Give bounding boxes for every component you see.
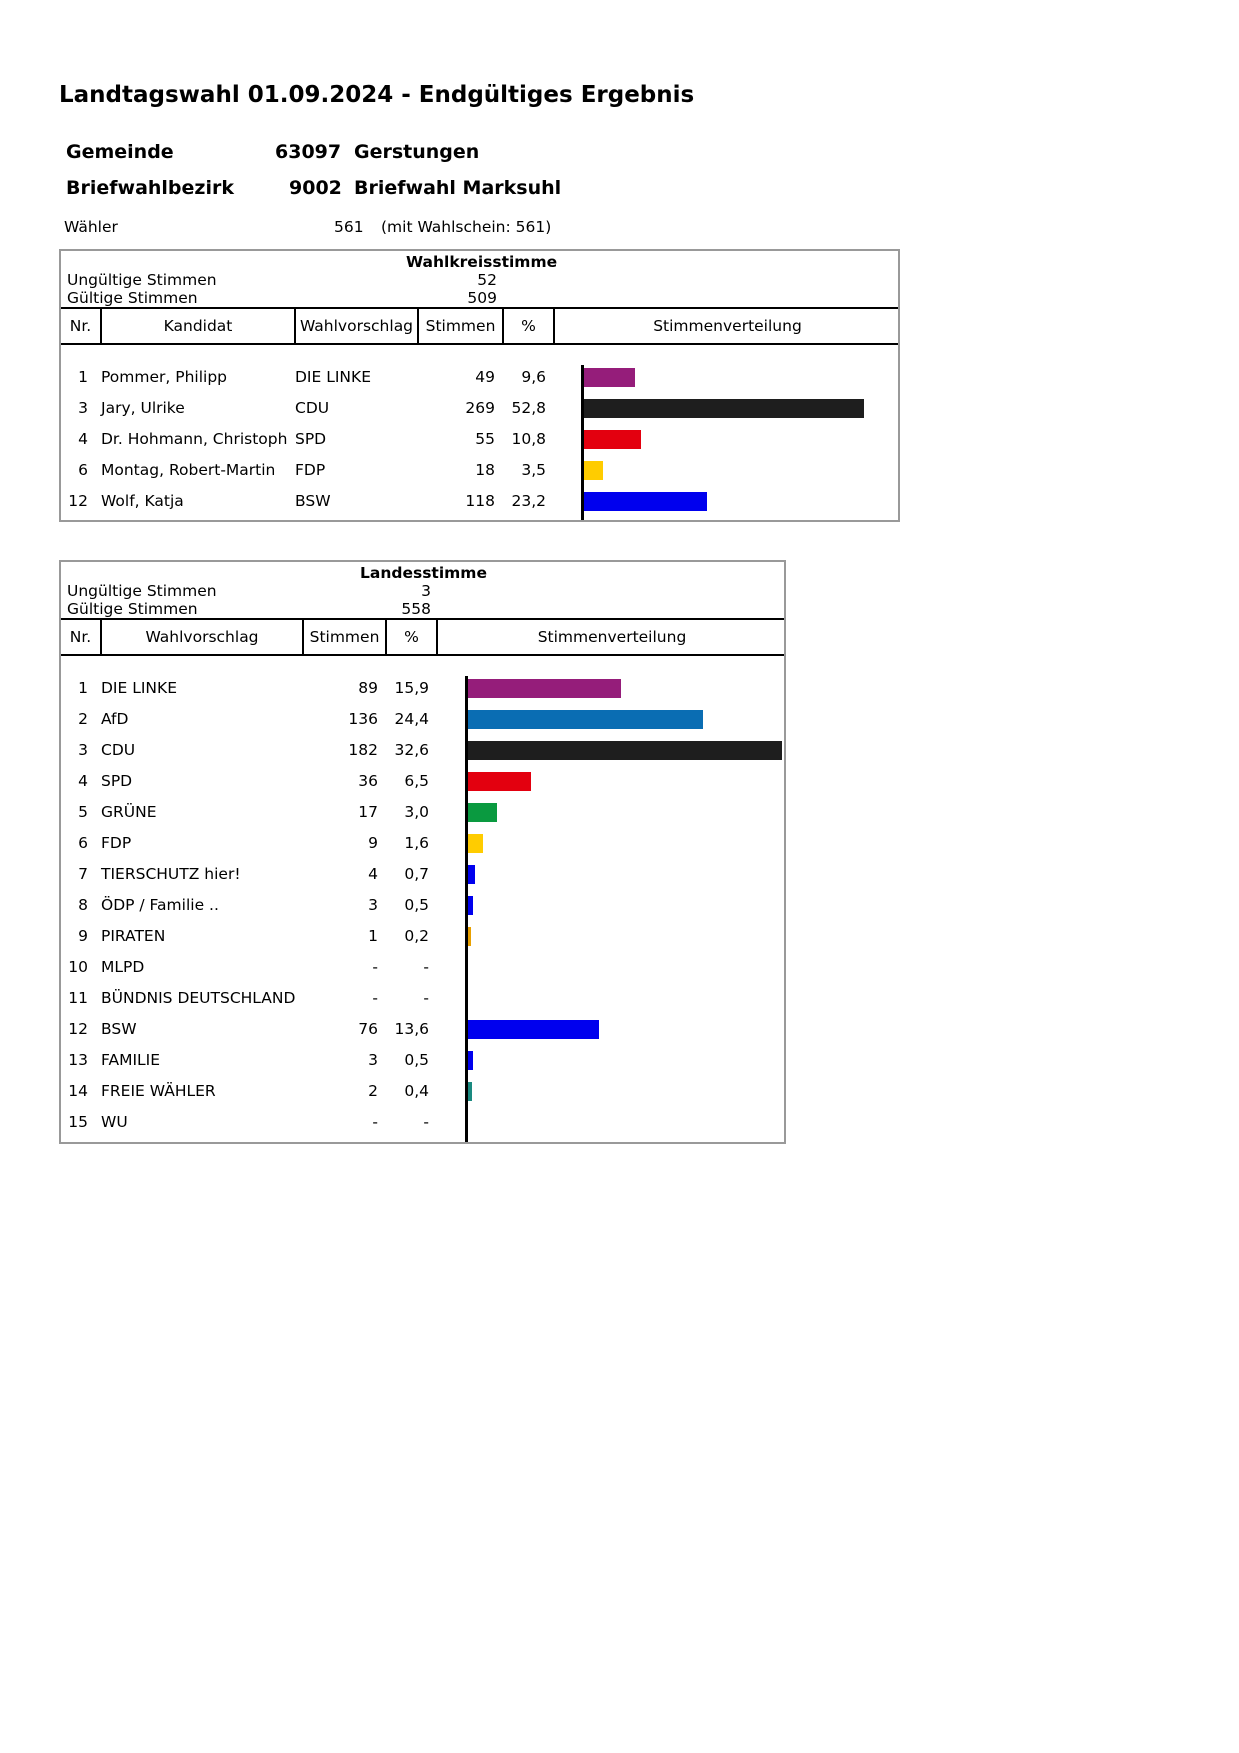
row-stimmen: 136 <box>348 710 378 728</box>
landes-valid-value: 558 <box>401 600 431 618</box>
row-partei: WU <box>101 1113 128 1131</box>
wahlkreis-title: Wahlkreisstimme <box>406 253 558 271</box>
wahlkreis-valid-label: Gültige Stimmen <box>67 289 198 307</box>
row-partei: BSW <box>295 492 331 510</box>
bar <box>468 927 471 946</box>
col-stimmenverteilung: Stimmenverteilung <box>653 317 802 335</box>
row-prozent: 52,8 <box>511 399 546 417</box>
row-kandidat: Montag, Robert-Martin <box>101 461 276 479</box>
bar <box>468 896 473 915</box>
row-partei: SPD <box>101 772 133 790</box>
row-prozent: 15,9 <box>394 679 429 697</box>
row-stimmen: - <box>372 989 378 1007</box>
row-stimmen: 3 <box>368 1051 378 1069</box>
row-stimmen: 76 <box>358 1020 378 1038</box>
row-prozent: 9,6 <box>521 368 546 386</box>
row-partei: PIRATEN <box>101 927 166 945</box>
row-nr: 5 <box>78 803 88 821</box>
gemeinde-name: Gerstungen <box>354 141 480 163</box>
row-partei: AfD <box>101 710 129 728</box>
bar <box>468 1020 599 1039</box>
col-stimmen: Stimmen <box>425 317 496 335</box>
bar <box>584 399 864 418</box>
row-stimmen: - <box>372 958 378 976</box>
row-stimmen: 2 <box>368 1082 378 1100</box>
gemeinde-label: Gemeinde <box>66 141 174 163</box>
landes-table <box>59 560 786 1144</box>
bar <box>468 803 497 822</box>
row-partei: TIERSCHUTZ hier! <box>101 865 241 883</box>
row-stimmen: 17 <box>358 803 378 821</box>
row-partei: ÖDP / Familie .. <box>101 896 219 914</box>
waehler-value: 561 <box>334 218 364 236</box>
row-prozent: 13,6 <box>394 1020 429 1038</box>
row-nr: 11 <box>68 989 88 1007</box>
row-stimmen: 269 <box>465 399 495 417</box>
row-prozent: 3,5 <box>521 461 546 479</box>
row-partei: GRÜNE <box>101 803 157 821</box>
row-stimmen: 4 <box>368 865 378 883</box>
col-prozent: % <box>521 317 536 335</box>
row-stimmen: 89 <box>358 679 378 697</box>
row-nr: 4 <box>78 772 88 790</box>
wahlkreis-header-row <box>61 307 898 345</box>
row-kandidat: Pommer, Philipp <box>101 368 228 386</box>
col-stimmenverteilung: Stimmenverteilung <box>537 628 687 646</box>
row-stimmen: 18 <box>475 461 495 479</box>
row-prozent: 0,5 <box>404 1051 429 1069</box>
row-nr: 6 <box>78 461 88 479</box>
col-stimmen: Stimmen <box>309 628 380 646</box>
row-nr: 9 <box>78 927 88 945</box>
row-nr: 12 <box>68 492 88 510</box>
col-nr: Nr. <box>69 317 92 335</box>
bar <box>584 430 641 449</box>
bar <box>468 772 531 791</box>
gemeinde-nr: 63097 <box>275 141 342 163</box>
row-partei: CDU <box>101 741 136 759</box>
bar <box>468 710 703 729</box>
row-partei: FREIE WÄHLER <box>101 1082 216 1100</box>
bar <box>468 834 483 853</box>
row-prozent: - <box>423 1113 429 1131</box>
row-nr: 7 <box>78 865 88 883</box>
row-partei: DIE LINKE <box>295 368 371 386</box>
row-nr: 14 <box>68 1082 88 1100</box>
row-prozent: 23,2 <box>511 492 546 510</box>
row-stimmen: 36 <box>358 772 378 790</box>
row-nr: 1 <box>78 679 88 697</box>
row-partei: BÜNDNIS DEUTSCHLAND <box>101 989 296 1007</box>
landes-invalid-label: Ungültige Stimmen <box>67 582 217 600</box>
wahlkreis-table <box>59 249 900 522</box>
row-prozent: 10,8 <box>511 430 546 448</box>
row-prozent: - <box>423 989 429 1007</box>
row-kandidat: Dr. Hohmann, Christoph <box>101 430 288 448</box>
row-partei: FDP <box>101 834 132 852</box>
bar <box>468 865 475 884</box>
landes-valid-label: Gültige Stimmen <box>67 600 198 618</box>
row-prozent: - <box>423 958 429 976</box>
row-stimmen: - <box>372 1113 378 1131</box>
row-partei: DIE LINKE <box>101 679 177 697</box>
landes-axis <box>465 676 468 1142</box>
row-prozent: 1,6 <box>404 834 429 852</box>
row-partei: MLPD <box>101 958 145 976</box>
bar <box>468 1082 472 1101</box>
row-stimmen: 118 <box>465 492 495 510</box>
row-partei: FDP <box>295 461 326 479</box>
row-nr: 10 <box>68 958 88 976</box>
wahlkreis-axis <box>581 365 584 520</box>
wahlkreis-invalid-label: Ungültige Stimmen <box>67 271 217 289</box>
wahlkreis-invalid-value: 52 <box>477 271 497 289</box>
row-prozent: 3,0 <box>404 803 429 821</box>
page-title: Landtagswahl 01.09.2024 - Endgültiges Ergebnis <box>59 82 695 108</box>
landes-invalid-value: 3 <box>421 582 431 600</box>
bezirk-label: Briefwahlbezirk <box>66 177 234 199</box>
row-stimmen: 9 <box>368 834 378 852</box>
row-stimmen: 49 <box>475 368 495 386</box>
waehler-label: Wähler <box>64 218 118 236</box>
row-prozent: 32,6 <box>394 741 429 759</box>
row-stimmen: 182 <box>348 741 378 759</box>
bar <box>468 741 782 760</box>
row-prozent: 6,5 <box>404 772 429 790</box>
row-nr: 15 <box>68 1113 88 1131</box>
bar <box>584 492 707 511</box>
row-kandidat: Jary, Ulrike <box>101 399 185 417</box>
row-partei: BSW <box>101 1020 137 1038</box>
row-stimmen: 1 <box>368 927 378 945</box>
bezirk-name: Briefwahl Marksuhl <box>354 177 562 199</box>
bar <box>468 679 621 698</box>
landes-header-row <box>61 618 784 656</box>
bar <box>584 368 635 387</box>
col-kandidat: Kandidat <box>163 317 233 335</box>
row-nr: 1 <box>78 368 88 386</box>
row-prozent: 24,4 <box>394 710 429 728</box>
row-nr: 6 <box>78 834 88 852</box>
row-nr: 12 <box>68 1020 88 1038</box>
row-stimmen: 55 <box>475 430 495 448</box>
row-nr: 3 <box>78 741 88 759</box>
row-nr: 8 <box>78 896 88 914</box>
waehler-note: (mit Wahlschein: 561) <box>381 218 552 236</box>
row-partei: FAMILIE <box>101 1051 161 1069</box>
row-nr: 4 <box>78 430 88 448</box>
row-nr: 3 <box>78 399 88 417</box>
col-prozent: % <box>404 628 419 646</box>
col-wahlvorschlag: Wahlvorschlag <box>145 628 259 646</box>
bar <box>584 461 603 480</box>
row-prozent: 0,5 <box>404 896 429 914</box>
row-nr: 13 <box>68 1051 88 1069</box>
row-partei: CDU <box>295 399 330 417</box>
row-prozent: 0,4 <box>404 1082 429 1100</box>
row-kandidat: Wolf, Katja <box>101 492 184 510</box>
col-wahlvorschlag: Wahlvorschlag <box>299 317 414 335</box>
landes-title: Landesstimme <box>360 564 487 582</box>
row-partei: SPD <box>295 430 327 448</box>
row-prozent: 0,7 <box>404 865 429 883</box>
wahlkreis-valid-value: 509 <box>467 289 497 307</box>
row-stimmen: 3 <box>368 896 378 914</box>
bar <box>468 1051 473 1070</box>
row-nr: 2 <box>78 710 88 728</box>
col-nr: Nr. <box>69 628 92 646</box>
row-prozent: 0,2 <box>404 927 429 945</box>
bezirk-nr: 9002 <box>289 177 342 199</box>
